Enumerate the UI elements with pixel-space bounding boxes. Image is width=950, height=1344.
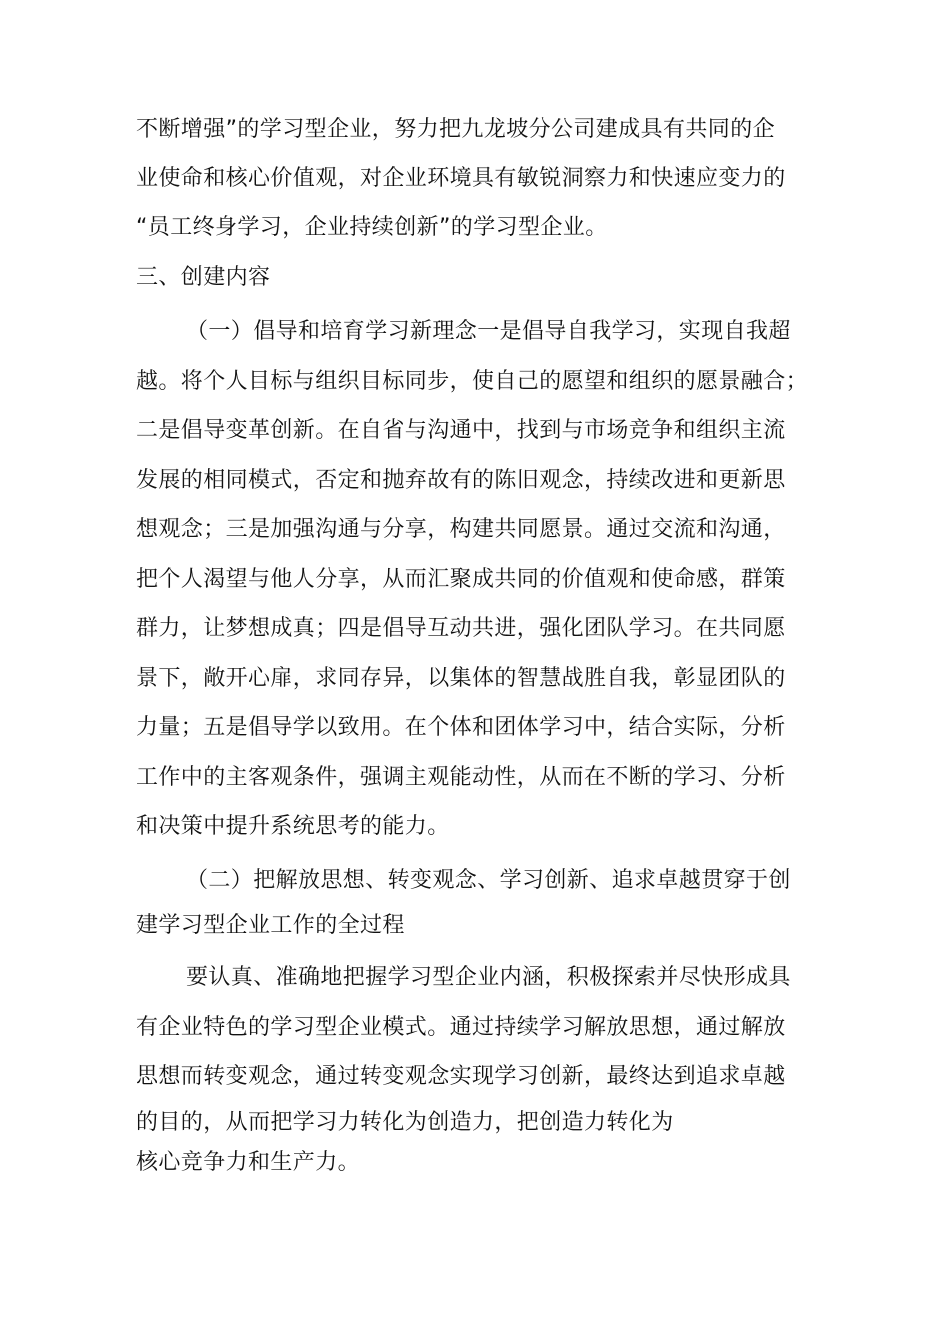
paragraph-line: 的目的，从而把学习力转化为创造力，把创造力转化为 (136, 1110, 674, 1135)
paragraph-line: 业使命和核心价值观，对企业环境具有敏锐洞察力和快速应变力的 (136, 166, 786, 191)
paragraph-line: 不断增强”的学习型企业，努力把九龙坡分公司建成具有共同的企 (136, 117, 775, 142)
subsection-heading-cont: 建学习型企业工作的全过程 (136, 913, 405, 938)
paragraph-line: 有企业特色的学习型企业模式。通过持续学习解放思想，通过解放 (136, 1015, 786, 1040)
paragraph-line: 工作中的主客观条件，强调主观能动性，从而在不断的学习、分析 (136, 765, 786, 790)
subsection-heading: （一）倡导和培育学习新理念一是倡导自我学习，实现自我超 (186, 319, 791, 344)
paragraph-line: “员工终身学习，企业持续创新”的学习型企业。 (136, 215, 608, 240)
paragraph-line: 发展的相同模式，否定和抛弃故有的陈旧观念，持续改进和更新思 (136, 468, 786, 493)
paragraph-line: 越。将个人目标与组织目标同步，使自己的愿望和组织的愿景融合； (136, 369, 809, 394)
paragraph-line: 二是倡导变革创新。在自省与沟通中，找到与市场竞争和组织主流 (136, 418, 786, 443)
paragraph-line: 思想而转变观念，通过转变观念实现学习创新，最终达到追求卓越 (136, 1064, 786, 1089)
paragraph-line: 景下，敞开心扉，求同存异，以集体的智慧战胜自我，彰显团队的 (136, 666, 786, 691)
subsection-heading: （二）把解放思想、转变观念、学习创新、追求卓越贯穿于创 (186, 868, 791, 893)
paragraph-line: 和决策中提升系统思考的能力。 (136, 814, 450, 839)
paragraph-line: 想观念；三是加强沟通与分享，构建共同愿景。通过交流和沟通， (136, 517, 786, 542)
paragraph-line: 要认真、准确地把握学习型企业内涵，积极探索并尽快形成具 (186, 965, 791, 990)
paragraph-line: 把个人渴望与他人分享，从而汇聚成共同的价值观和使命感，群策 (136, 567, 786, 592)
paragraph-line: 力量；五是倡导学以致用。在个体和团体学习中，结合实际，分析 (136, 715, 786, 740)
paragraph-line: 核心竞争力和生产力。 (136, 1150, 361, 1175)
paragraph-line: 群力，让梦想成真；四是倡导互动共进，强化团队学习。在共同愿 (136, 616, 786, 641)
section-heading: 三、创建内容 (136, 265, 271, 290)
